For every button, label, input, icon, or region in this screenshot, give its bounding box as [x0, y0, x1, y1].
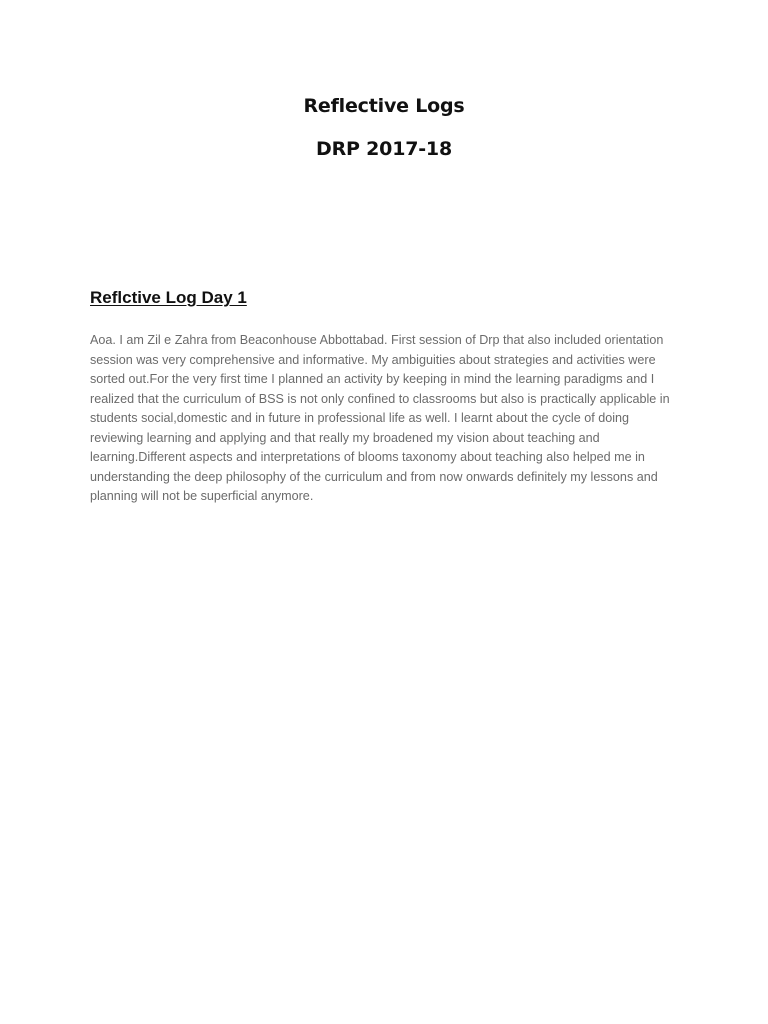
document-title: Reflective Logs [303, 95, 465, 117]
document-subtitle: DRP 2017-18 [316, 138, 452, 160]
section-heading: Reflctive Log Day 1 [90, 288, 247, 307]
section-body-paragraph: Aoa. I am Zil e Zahra from Beaconhouse Abbottabad. First session of Drp that also included orientation session was very comprehensive and informative. My ambiguities about strategies and activities were sorted out.For the very first time I planned an activity by keeping in mind the learning paradigms and I realized that the curriculum of BSS is not only confined to classrooms but also is practically applicable in students social,domestic and in future in professional life as well. I learnt about the cycle of doing reviewing learning and applying and that really my broadened my vision about teaching and learning.Different aspects and interpretations of blooms taxonomy about teaching also helped me in understanding the deep philosophy of the curriculum and from now onwards definitely my lessons and planning will not be superficial anymore. [90, 333, 670, 503]
